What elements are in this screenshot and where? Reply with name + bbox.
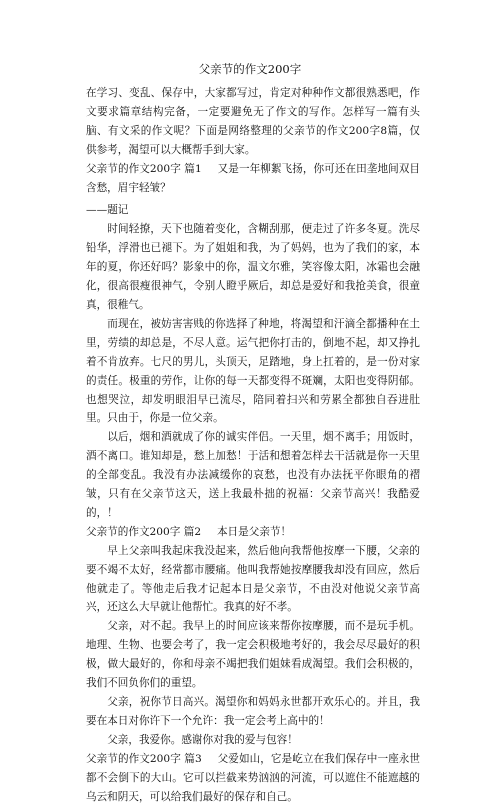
section-3-heading: 父亲节的作文200字 篇3 bbox=[86, 752, 202, 765]
section-2-paragraph: 父亲，对不起。我早上的时间应该来帮你按摩腰，而不是玩手机。地理、生物、也要会考了，我一定会积极地考好的，我会尽尽最好的积极，做大最好的，你和母亲不竭把我们姐妹看成渴望。我们会积极的，我们不回负你们的重望。 bbox=[86, 620, 420, 690]
section-2-paragraph: 父亲，祝你节日高兴。渴望你和妈妈永世都开欢乐心的。并且，我要在本日对你许下一个允许：我一定会考上高中的！ bbox=[86, 696, 420, 727]
section-1-heading: 父亲节的作文200字 篇1 bbox=[86, 162, 202, 175]
section-3-lead: 父爱如山，它是屹立在我们保存中一座永世都不会倒下的大山。它可以拦截来势汹汹的河流，可以遮住不能遮越的乌云和阴天，可以给我们最好的保存和自己。 bbox=[86, 752, 421, 803]
section-1-heading-line bbox=[86, 160, 420, 198]
intro-paragraph: 在学习、变乱、保存中，大家都写过，肯定对种种作文都很熟悉吧，作文要求篇章结构完备，一定要避免无了作文的写作。怎样写一篇有头脑、有文采的作文呢？下面是网络整理的父亲节的作文200字8篇，仅供参考，渴望可以大概帮手到大家。 bbox=[86, 87, 420, 156]
section-2-paragraph: 父亲，我爱你。感谢你对我的爱与包容！ bbox=[107, 733, 298, 746]
section-2-heading-line bbox=[86, 523, 420, 542]
document-title: 父亲节的作文200字 bbox=[198, 62, 302, 76]
section-2-lead: 本日是父亲节！ bbox=[216, 525, 292, 538]
section-2-paragraph: 早上父亲叫我起床我没起来，然后他向我帮他按摩一下腰，父亲的要不竭不太好，经常都市腰痛。他叫我帮她按摩腰我却没有回应，然后他就走了。等他走后我才记起本日是父亲节，不由没对他说父亲节高兴，还这么大早就让他帮忙。我真的好不孝。 bbox=[86, 544, 420, 614]
section-3-heading-line bbox=[86, 750, 420, 806]
epigraph-label: ——题记 bbox=[86, 204, 129, 217]
section-1-lead: 又是一年柳絮飞扬，你可还在田垄地间双目含愁，眉宇轻皱？ bbox=[86, 162, 421, 194]
section-1-paragraph: 时间轻撩，天下也随着变化，含糊刮那，便走过了许多冬夏。洗尽铅华，浮滑也已褪下。为了姐姐和我，为了妈妈，也为了我们的家，本年的夏，你还好吗？影象中的你，温文尔雅，笑容像太阳，冰霜也会融化，很高很瘦很神气，令别人瞪乎厥后，却总是爱好和我抢美食，很童真，很稚气。 bbox=[86, 223, 420, 311]
section-1-paragraph: 以后，烟和酒就成了你的诚实伴侣。一天里，烟不离手；用饭时，酒不离口。谁知却是，愁上加愁！于活和想着怎样去干活就是你一天里的全部变乱。我没有办法减缓你的哀愁，也没有办法抚平你眼角的褶皱，只有在父亲节这天，送上我最朴拙的祝福：父亲节高兴！我酷爱的，！ bbox=[86, 431, 420, 519]
section-1-paragraph: 而现在，被妨害害贱的你选择了种地，将渴望和汗滴全都播种在土里，劳绩的却总是，不尽人意。运气把你打击的，倒地不起，却又挣扎着不肯放弃。七尺的男儿，头顶天，足踏地，身上扛着的，是一份对家的责任。极重的劳作，让你的每一天都变得不斑斓，太阳也变得阴郁。也想哭泣，却发明眼泪早已流尽，陪同着扫兴和劳累全都独自吞进肚里。只由于，你是一位父亲。 bbox=[86, 317, 420, 425]
section-2-heading: 父亲节的作文200字 篇2 bbox=[86, 525, 202, 538]
document-body bbox=[86, 84, 420, 806]
